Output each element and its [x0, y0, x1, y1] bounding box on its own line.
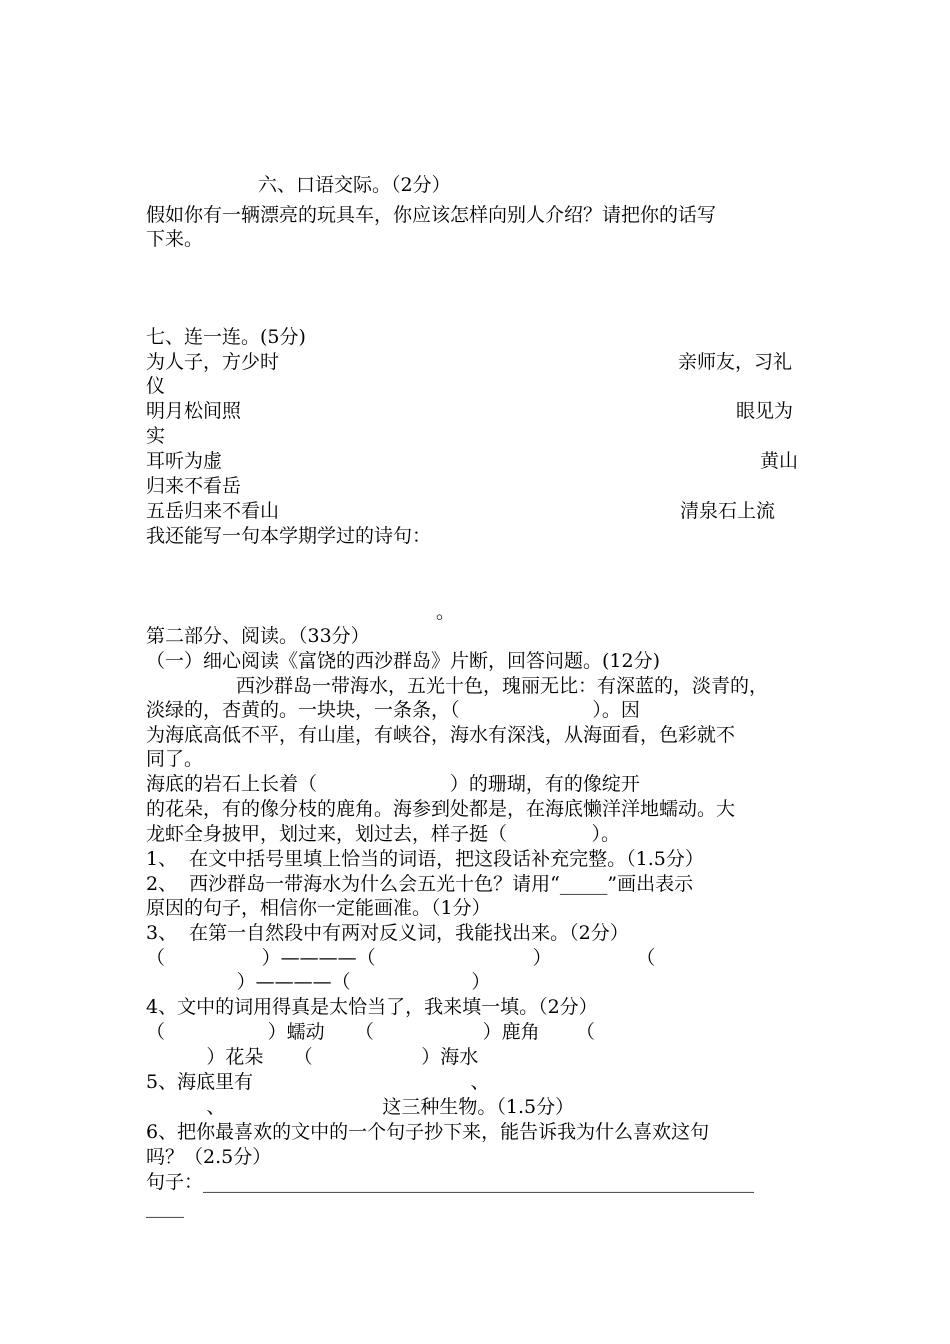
match-left-4: 五岳归来不看山	[146, 500, 280, 522]
section-6-title: 六、口语交际。（2分）	[258, 174, 451, 196]
question-5-line1: 5、海底里有 、	[146, 1071, 490, 1093]
match-left-3-wrap: 归来不看岳	[146, 475, 242, 497]
part-2-title: 第二部分、阅读。（33分）	[146, 625, 370, 647]
passage-line-4: 同了。	[146, 748, 204, 770]
poem-prompt: 我还能写一句本学期学过的诗句：	[146, 525, 432, 547]
section-6-question-line1: 假如你有一辆漂亮的玩具车，你应该怎样向别人介绍？请把你的话写	[146, 204, 717, 226]
section-6-question-line2: 下来。	[146, 228, 204, 250]
section-7-title: 七、连一连。(5分)	[146, 326, 306, 348]
match-right-2: 眼见为	[736, 400, 794, 422]
match-left-2: 明月松间照	[146, 400, 242, 422]
question-6-line1: 6、把你最喜欢的文中的一个句子抄下来，能告诉我为什么喜欢这句	[146, 1121, 710, 1143]
question-2-line2: 原因的句子，相信你一定能画准。（1分）	[146, 897, 491, 919]
match-right-1: 亲师友，习礼	[678, 351, 793, 373]
question-2-line1: 2、 西沙群岛一带海水为什么会五光十色？请用“_____”画出表示	[146, 873, 694, 895]
question-3: 3、 在第一自然段中有两对反义词，我能找出来。（2分）	[146, 922, 629, 944]
question-3-answer-line2: ）————（ ）	[146, 971, 491, 993]
match-right-3: 黄山	[760, 450, 799, 472]
match-right-4: 清泉石上流	[680, 500, 776, 522]
passage-line-1: 西沙群岛一带海水，五光十色，瑰丽无比：有深蓝的，淡青的，	[236, 675, 769, 697]
question-4-answer-line2: ）花朵 （ ）海水	[146, 1046, 479, 1068]
poem-answer-end: 。	[436, 601, 456, 623]
question-5-line2: 、 这三种生物。（1.5分）	[146, 1096, 575, 1118]
question-4-answer-line1: （ ）蠕动 （ ）鹿角 （	[146, 1021, 595, 1043]
match-left-1: 为人子，方少时	[146, 351, 280, 373]
question-1: 1、 在文中括号里填上恰当的词语，把这段话补充完整。（1.5分）	[146, 848, 704, 870]
question-4: 4、文中的词用得真是太恰当了，我来填一填。（2分）	[146, 996, 598, 1018]
question-3-answer-line1: （ ）————（ ） （	[146, 947, 656, 969]
question-6-line2: 吗？（2.5分）	[146, 1146, 272, 1168]
match-left-3: 耳听为虚	[146, 450, 223, 472]
match-right-2-wrap: 实	[146, 425, 166, 447]
passage-line-5: 海底的岩石上长着（ ）的珊瑚，有的像绽开	[146, 773, 640, 795]
passage-line-2: 淡绿的，杏黄的。一块块，一条条，（ ）。因	[146, 699, 640, 721]
passage-line-7: 龙虾全身披甲，划过来，划过去，样子挺（ ）。	[146, 823, 621, 845]
reading-1-title: （一）细心阅读《富饶的西沙群岛》片断，回答问题。(12分)	[146, 650, 661, 672]
sentence-answer-line: 句子：__________________________________________________________	[146, 1171, 755, 1193]
sentence-answer-line-wrap: ____	[146, 1196, 184, 1218]
passage-line-6: 的花朵，有的像分枝的鹿角。海参到处都是，在海底懒洋洋地蠕动。大	[146, 798, 736, 820]
passage-line-3: 为海底高低不平，有山崖，有峡谷，海水有深浅，从海面看，色彩就不	[146, 724, 736, 746]
match-right-1-wrap: 仪	[146, 375, 166, 397]
